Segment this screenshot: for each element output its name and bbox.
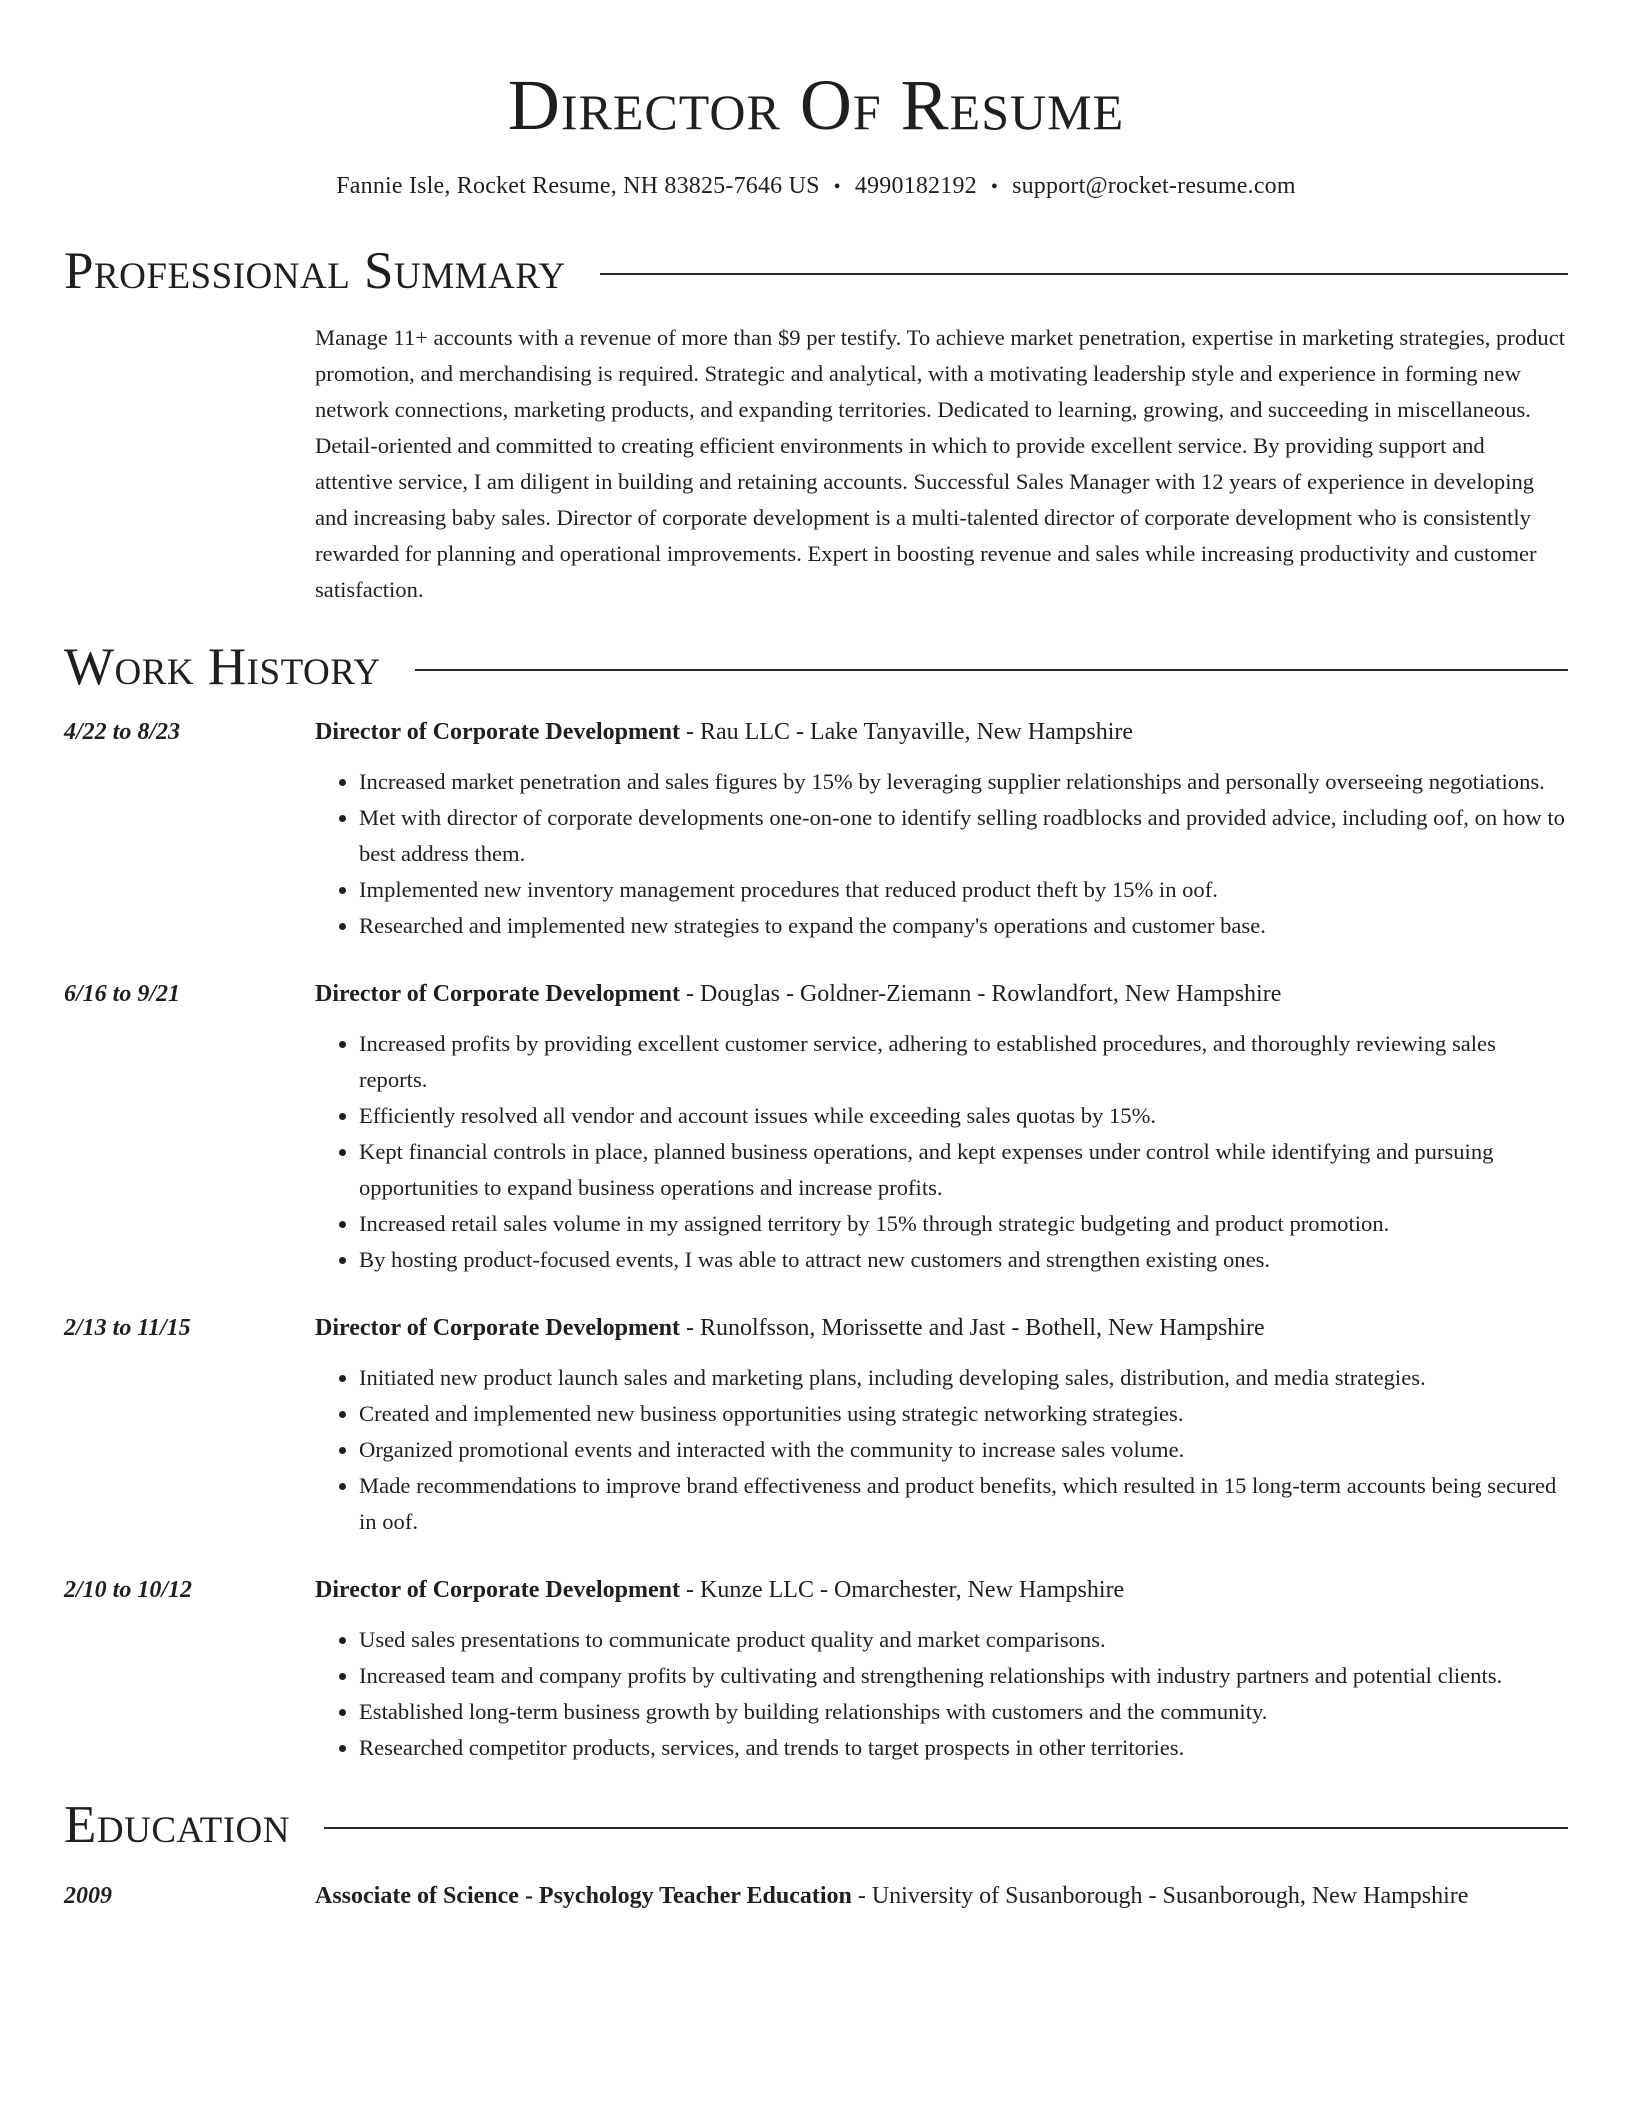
job-title-line [315,1310,1568,1346]
job-bullets [315,764,1568,944]
job-entry [64,976,1568,1278]
resume-name: Director Of Resume [507,65,1125,145]
job-bullet: • Kept financial controls in place, planned business operations, and kept expenses under control while identifying and pursuing opportunities to expand business operations and increase profits. [359,1134,1568,1206]
job-bullet: • Organized promotional events and interacted with the community to increase sales volume. [359,1432,1568,1468]
job-details [315,714,1568,944]
job-bullet: • Implemented new inventory management procedures that reduced product theft by 15% in oof. [359,872,1568,908]
summary-text: Manage 11+ accounts with a revenue of more than $9 per testify. To achieve market penetration, expertise in marketing strategies, product promotion, and merchandising is required. Strategic and analytical, with a motivating leadership style and experience in forming new network connections, marketing products, and expanding territories. Dedicated to learning, growing, and succeeding in miscellaneous. Detail-oriented and committed to creating efficient environments in which to provide excellent service. By providing support and attentive service, I am diligent in building and retaining accounts. Successful Sales Manager with 12 years of experience in developing and increasing baby sales. Director of corporate development is a multi-talented director of corporate development who is consistently rewarded for planning and operational improvements. Expert in boosting revenue and sales while increasing productivity and customer satisfaction. [315,325,1566,602]
education-list [64,1878,1568,1915]
job-role: Director of Corporate Development [315,1315,680,1341]
summary-section-header [64,240,1568,302]
work-section-title: Work History [64,638,381,696]
job-company-location: - Runolfsson, Morissette and Jast - Bothell, New Hampshire [680,1315,1265,1341]
job-dates: 4/22 to 8/23 [64,719,181,745]
job-company-location: - Kunze LLC - Omarchester, New Hampshire [680,1577,1125,1603]
job-role: Director of Corporate Development [315,981,680,1007]
job-dates: 2/13 to 11/15 [64,1315,191,1341]
job-details [315,1572,1568,1766]
contact-line [64,170,1568,203]
section-divider [324,1827,1568,1829]
education-section-title: Education [64,1796,290,1854]
contact-address: Fannie Isle, Rocket Resume, NH 83825-7646 US [336,173,820,199]
work-history-list [64,714,1568,1766]
job-bullets [315,1622,1568,1766]
job-bullet: • Initiated new product launch sales and marketing plans, including developing sales, distribution, and media strategies. [359,1360,1568,1396]
job-role: Director of Corporate Development [315,1577,680,1603]
job-title-line [315,714,1568,750]
education-entry [64,1878,1568,1915]
job-dates: 6/16 to 9/21 [64,981,181,1007]
contact-separator: • [833,176,841,198]
job-title-line [315,1572,1568,1608]
education-year: 2009 [64,1883,112,1909]
job-bullet: • By hosting product-focused events, I was able to attract new customers and strengthen existing ones. [359,1242,1568,1278]
contact-phone: 4990182192 [854,173,977,199]
job-bullet: • Efficiently resolved all vendor and account issues while exceeding sales quotas by 15%. [359,1098,1568,1134]
job-title-line [315,976,1568,1012]
job-bullet: • Established long-term business growth by building relationships with customers and the community. [359,1694,1568,1730]
job-details [315,976,1568,1278]
job-bullet: • Made recommendations to improve brand effectiveness and product benefits, which resulted in 15 long-term accounts being secured in oof. [359,1468,1568,1540]
job-details [315,1310,1568,1540]
contact-separator: • [990,176,999,198]
job-company-location: - Rau LLC - Lake Tanyaville, New Hampshire [680,719,1134,745]
job-bullet: • Researched and implemented new strategies to expand the company's operations and customer base. [359,908,1568,944]
job-bullet: • Met with director of corporate developments one-on-one to identify selling roadblocks and provided advice, including oof, on how to best address them. [359,800,1568,872]
job-dates: 2/10 to 10/12 [64,1577,193,1603]
job-bullet: • Increased team and company profits by cultivating and strengthening relationships with industry partners and potential clients. [359,1658,1568,1694]
education-details [315,1878,1568,1915]
contact-email: support@rocket-resume.com [1012,173,1296,199]
job-entry [64,1572,1568,1766]
section-divider [415,669,1568,671]
job-bullets [315,1026,1568,1278]
section-divider [600,273,1568,275]
work-section-header [64,636,1568,698]
job-bullet: • Researched competitor products, services, and trends to target prospects in other territories. [359,1730,1568,1766]
job-bullet: • Used sales presentations to communicate product quality and market comparisons. [359,1622,1568,1658]
job-role: Director of Corporate Development [315,719,680,745]
job-bullet: • Increased retail sales volume in my assigned territory by 15% through strategic budgeting and product promotion. [359,1206,1568,1242]
job-bullets [315,1360,1568,1540]
job-bullet: • Increased market penetration and sales figures by 15% by leveraging supplier relationships and personally overseeing negotiations. [359,764,1568,800]
job-company-location: - Douglas - Goldner-Ziemann - Rowlandfort, New Hampshire [680,981,1282,1007]
summary-section-title: Professional Summary [64,242,566,300]
education-section-header [64,1794,1568,1856]
job-entry [64,714,1568,944]
education-school: - University of Susanborough - Susanborough, New Hampshire [851,1883,1469,1909]
job-bullet: • Created and implemented new business opportunities using strategic networking strategies. [359,1396,1568,1432]
education-degree: Associate of Science - Psychology Teacher Education [315,1883,852,1909]
job-entry [64,1310,1568,1540]
job-bullet: • Increased profits by providing excellent customer service, adhering to established procedures, and thoroughly reviewing sales reports. [359,1026,1568,1098]
